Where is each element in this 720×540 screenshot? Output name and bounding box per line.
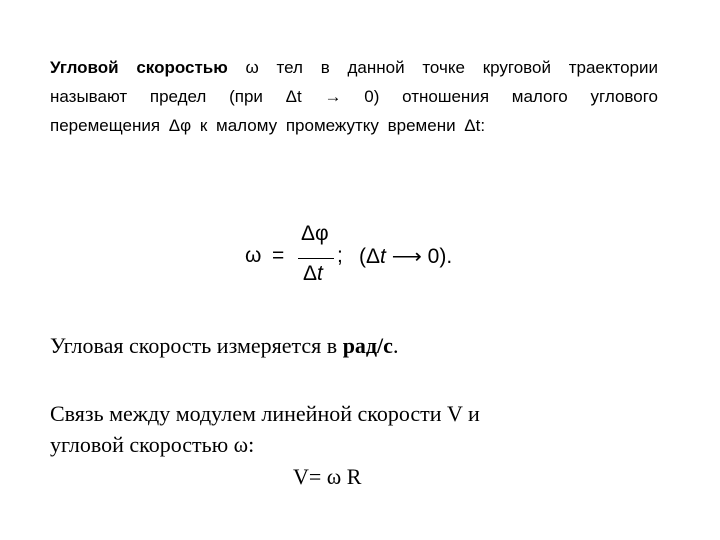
units-text: Угловая скорость измеряется в [50,333,343,358]
definition-text: ω тел в данной точке круговой траектории называют предел (при Δt → 0) отношения малого углового перемещения Δφ к малому промежутку времени Δt: [50,58,658,135]
formula-denominator [303,262,323,286]
formula-numerator: Δφ [301,222,329,245]
formula-condition-arrow: ⟶ [391,245,422,268]
units-statement [50,332,398,360]
formula-separator: ; [337,244,343,267]
formula-condition-delta: Δ [366,245,381,268]
formula-fraction-bar [298,258,334,259]
definition-paragraph [50,53,658,140]
formula-condition-rest: 0). [427,245,453,268]
relation-statement [50,398,480,460]
angular-velocity-formula [245,222,480,292]
formula-condition-var: t [380,245,386,268]
units-value: рад/с [342,333,393,358]
relation-formula: V= ω R [293,464,362,489]
formula-condition-open: ( [359,245,366,268]
definition-term: Угловой скоростью [50,58,228,77]
formula-denominator-delta: Δ [303,262,318,285]
formula-omega: ω [245,244,262,267]
formula-equals: = [272,244,285,267]
formula-condition [359,244,452,269]
relation-line-1: Связь между модулем линейной скорости V и [50,401,480,426]
formula-denominator-var: t [317,262,323,285]
relation-line-2: угловой скоростью ω: [50,432,255,457]
units-end: . [392,333,399,358]
